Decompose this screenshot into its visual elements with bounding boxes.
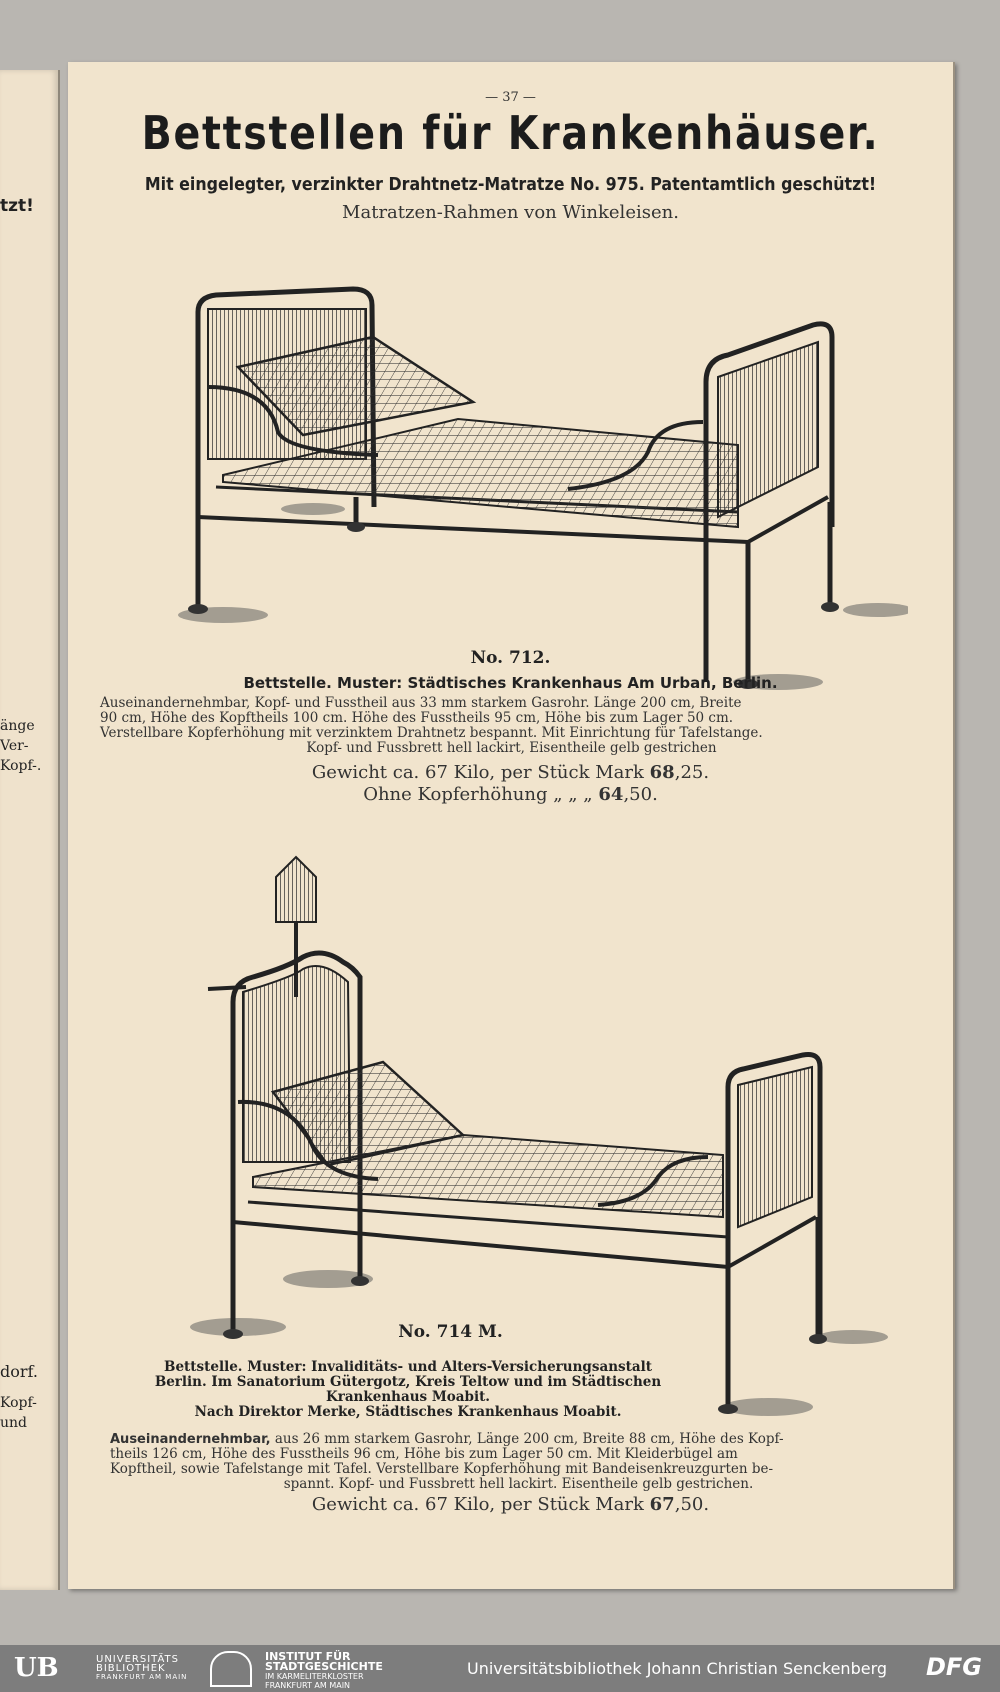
bed-714m-price [68, 1494, 953, 1515]
bed-712-description [100, 696, 923, 756]
heading-line: Bettstelle. Muster: Invaliditäts- und Alters-Versicherungsanstalt [164, 1359, 652, 1375]
heading-line: Nach Direktor Merke, Städtisches Krankenhaus Moabit. [194, 1404, 622, 1420]
prev-fragment: tzt! [0, 196, 34, 216]
price-cents: ,25. [674, 762, 710, 783]
bed-712-price [68, 762, 953, 783]
description-line: aus 26 mm starkem Gasrohr, Länge 200 cm, Breite 88 cm, Höhe des Kopf- [274, 1431, 784, 1447]
prev-fragment: Kopf-. [0, 758, 42, 774]
inst-line: FRANKFURT AM MAIN [265, 1681, 351, 1690]
heading-line: Krankenhaus Moabit. [325, 1389, 491, 1405]
bed-714m-heading [128, 1360, 688, 1420]
price-cents: ,50. [623, 784, 658, 805]
inst-line: INSTITUT FÜR [265, 1650, 351, 1663]
previous-page-edge [0, 70, 60, 1590]
heading-line: Berlin. Im Sanatorium Gütergotz, Kreis Teltow und im Städtischen [154, 1374, 662, 1390]
inst-line: STADTGESCHICHTE [265, 1660, 383, 1673]
page-subtitle-2: Matratzen-Rahmen von Winkeleisen. [342, 202, 679, 223]
price-text: Gewicht ca. 67 Kilo, per Stück Mark [311, 1494, 644, 1515]
description-line: Kopftheil, sowie Tafelstange mit Tafel. Verstellbare Kopferhöhung mit Bandeisenkreuzgurten be- [110, 1461, 774, 1477]
bed-712-heading: Bettstelle. Muster: Städtisches Krankenhaus Am Urban, Berlin. [243, 674, 778, 692]
ub-logo: UB [14, 1653, 59, 1683]
bed-714m-number: No. 714 M. [398, 1322, 503, 1342]
price-text: Gewicht ca. 67 Kilo, per Stück Mark [311, 762, 644, 783]
inst-line: IM KARMELITERKLOSTER [265, 1672, 364, 1681]
price-value: 67 [649, 1494, 675, 1515]
page-subtitle: Mit eingelegter, verzinkter Drahtnetz-Matratze No. 975. Patentamtlich geschützt! [144, 174, 877, 195]
price-value: 68 [649, 762, 675, 783]
dfg-logo: DFG [925, 1653, 982, 1681]
institute-arch-icon [210, 1651, 252, 1687]
ub-line: FRANKFURT AM MAIN [96, 1673, 188, 1681]
footer-bar [0, 1645, 1000, 1692]
ub-line: BIBLIOTHEK [96, 1663, 166, 1674]
ub-logo-text [96, 1655, 187, 1682]
prev-fragment: änge [0, 718, 35, 734]
institute-logo-text [265, 1652, 383, 1690]
price-text: Ohne Kopferhöhung „ „ „ [363, 784, 593, 805]
price-cents: ,50. [674, 1494, 710, 1515]
catalog-page [68, 62, 955, 1589]
description-lead: Auseinandernehmbar, [110, 1432, 271, 1447]
prev-fragment: und [0, 1415, 27, 1431]
library-name: Universitätsbibliothek Johann Christian Senckenberg [467, 1659, 888, 1678]
prev-fragment: dorf. [0, 1362, 38, 1381]
description-line: 90 cm, Höhe des Kopftheils 100 cm. Höhe des Fusstheils 95 cm, Höhe bis zum Lager 50 cm. [100, 710, 734, 726]
prev-fragment: Kopf- [0, 1395, 37, 1411]
description-line: Auseinandernehmbar, Kopf- und Fusstheil aus 33 mm starkem Gasrohr. Länge 200 cm, Breite [100, 695, 742, 711]
bed-712-number: No. 712. [470, 648, 551, 668]
bed-712-illustration [128, 227, 908, 707]
bed-714m-description [110, 1432, 927, 1492]
bed-712-price-alt [68, 784, 953, 805]
description-line: spannt. Kopf- und Fussbrett hell lackirt. Eisentheile gelb gestrichen. [283, 1476, 754, 1492]
price-value: 64 [598, 784, 624, 805]
description-line: theils 126 cm, Höhe des Fusstheils 96 cm, Höhe bis zum Lager 50 cm. Mit Kleiderbügel am [110, 1446, 738, 1462]
ub-line: UNIVERSITÄTS [96, 1654, 180, 1665]
page-title: Bettstellen für Krankenhäuser. [141, 106, 880, 160]
description-line: Kopf- und Fussbrett hell lackirt, Eisentheile gelb gestrichen [306, 740, 717, 756]
page-number: — 37 — [485, 90, 536, 105]
description-line: Verstellbare Kopferhöhung mit verzinktem Drahtnetz bespannt. Mit Einrichtung für Tafelstange. [100, 725, 763, 741]
prev-fragment: Ver- [0, 738, 29, 754]
